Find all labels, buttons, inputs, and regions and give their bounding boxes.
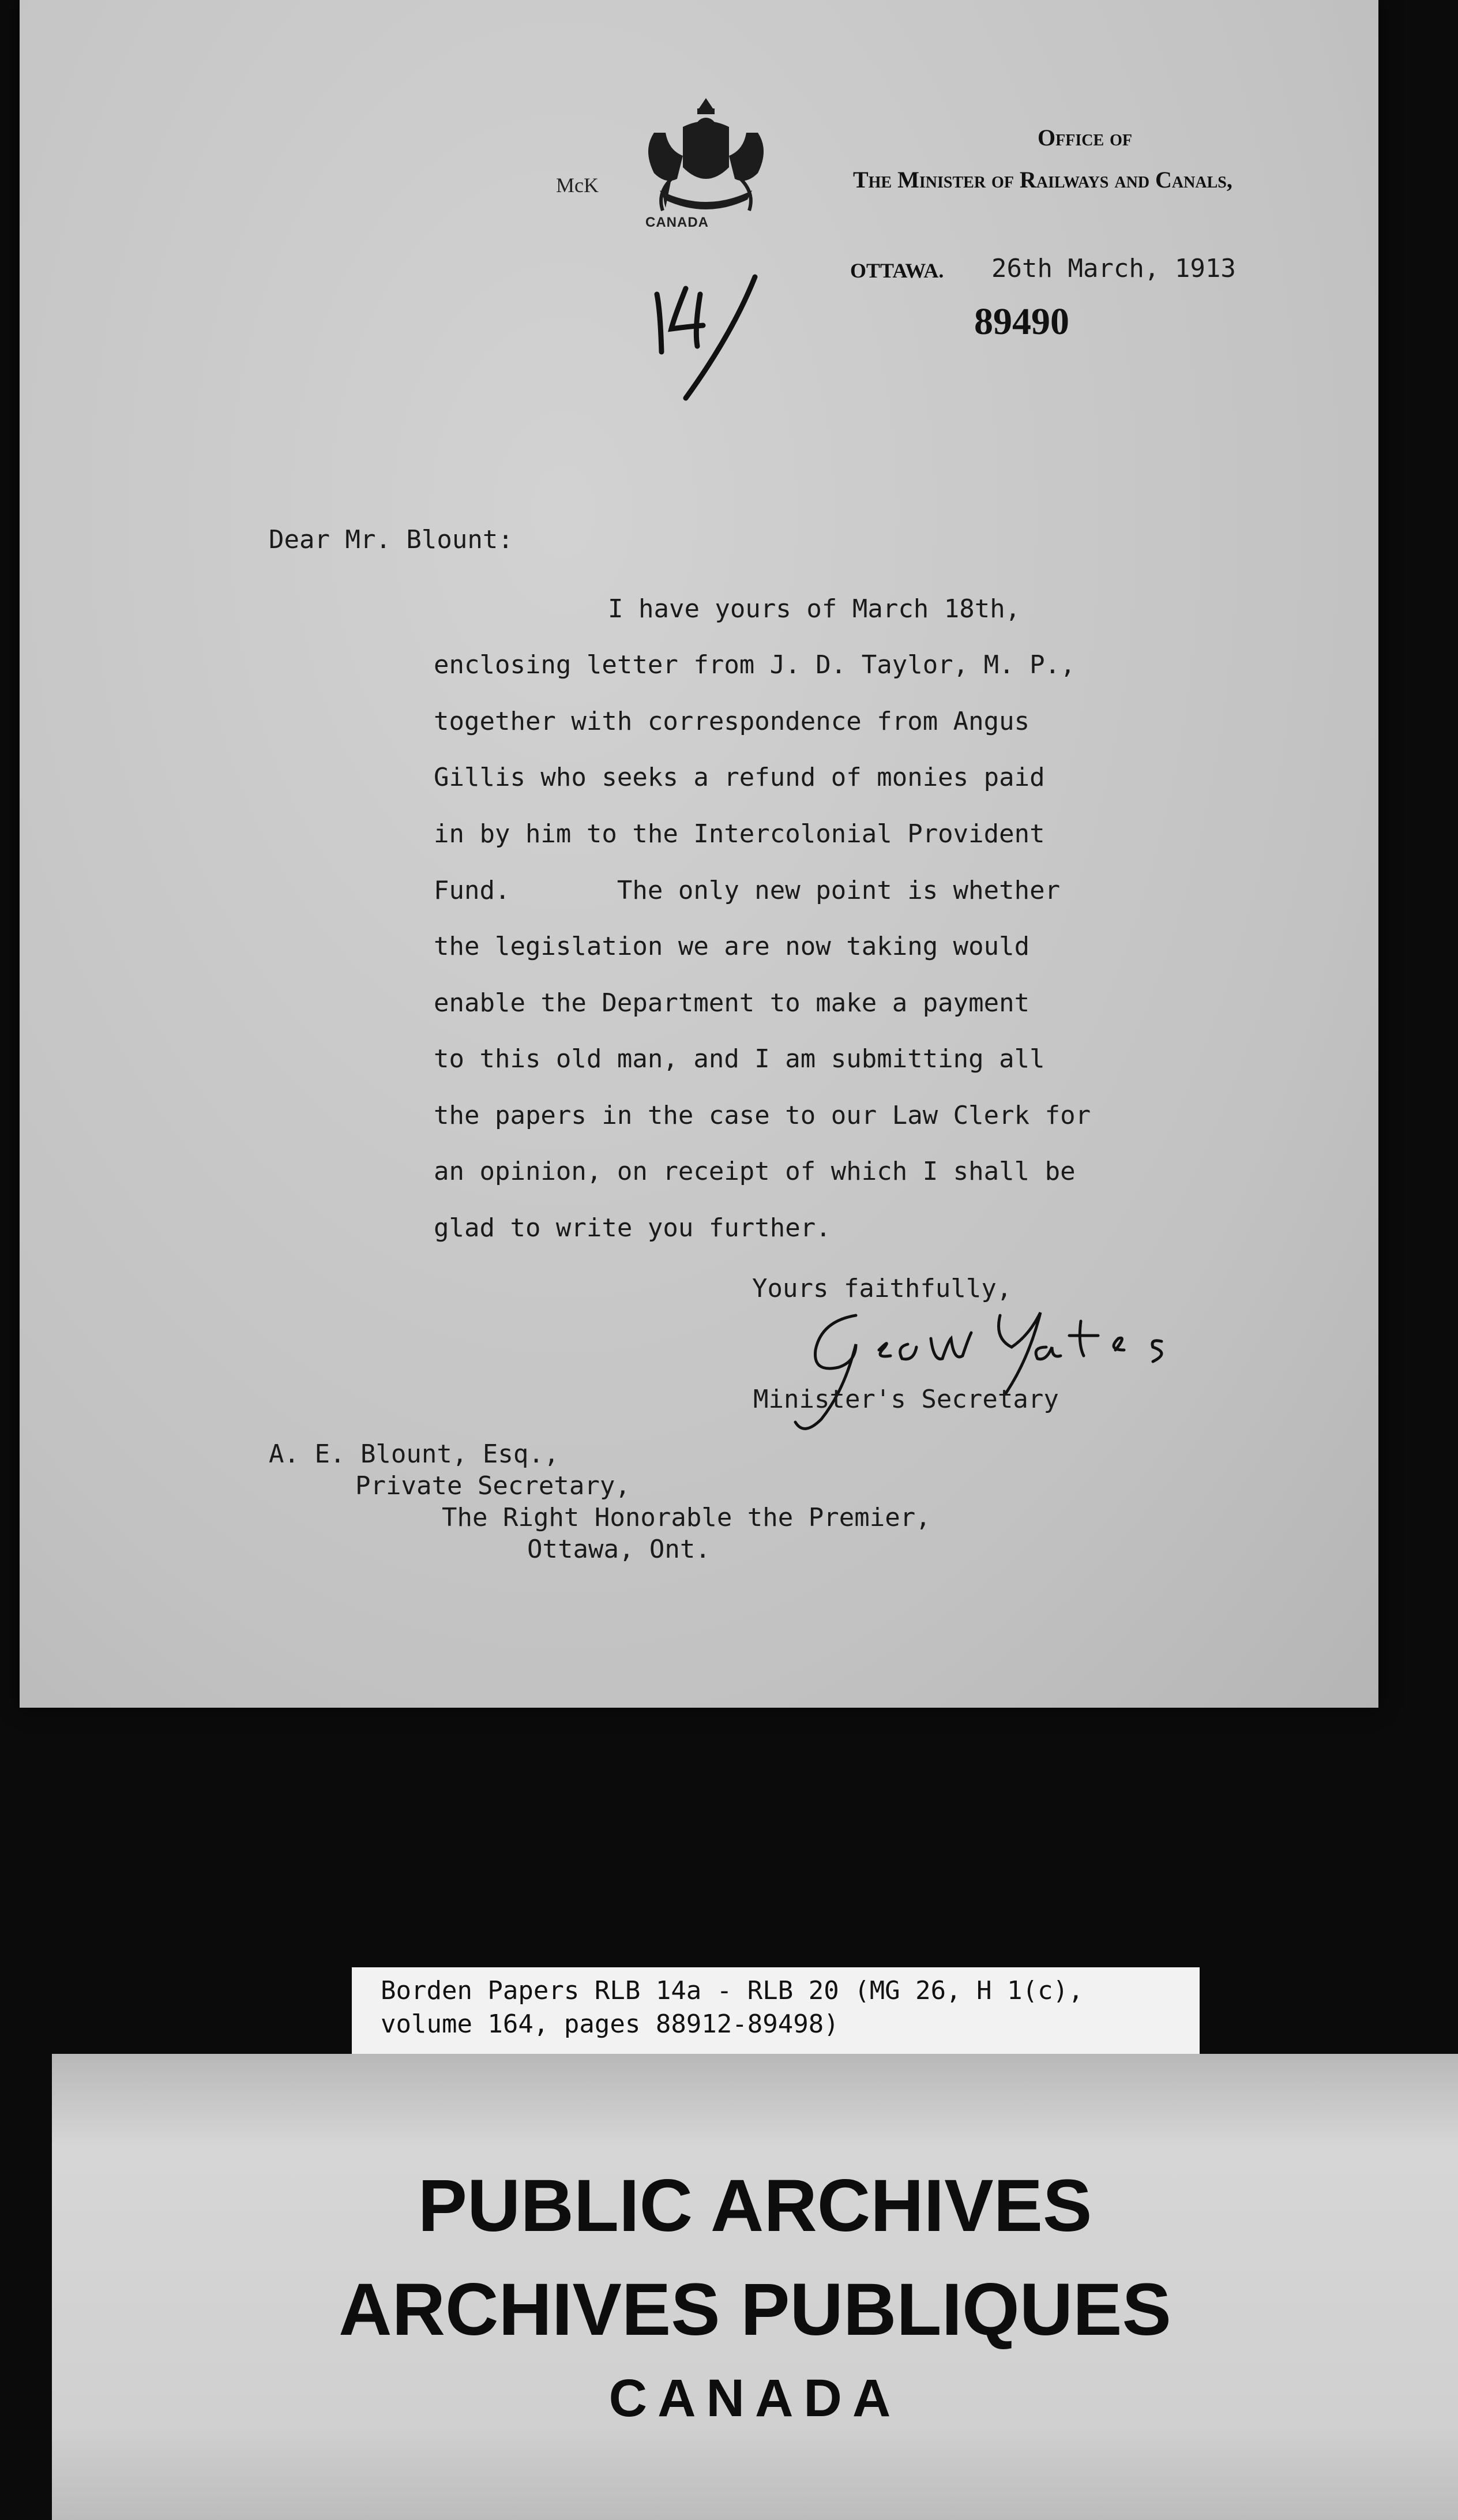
stamp-line-1: PUBLIC ARCHIVES [418,2165,1092,2247]
body-line: to this old man, and I am submitting all [434,1044,1045,1074]
archive-stamp [52,2054,1458,2520]
body-line: I have yours of March 18th, [608,594,1021,624]
letter-date: 26th March, 1913 [991,254,1236,283]
body-line: the papers in the case to our Law Clerk for [434,1101,1091,1130]
body-line: the legislation we are now taking would [434,932,1030,961]
body-line: Gillis who seeks a refund of monies paid [434,763,1045,792]
stamp-line-3: CANADA [608,2369,901,2428]
city: OTTAWA. [850,259,944,282]
initials: McK [556,174,599,197]
reference-number: 89490 [974,301,1069,343]
signer-title: Minister's Secretary [753,1385,1059,1414]
address-line: Private Secretary, [355,1471,630,1501]
crest-caption: CANADA [645,215,709,230]
handwritten-mark-14 [645,271,766,404]
archive-label-line-2: volume 164, pages 88912-89498) [381,2009,839,2039]
salutation: Dear Mr. Blount: [269,525,513,554]
office-line-1: Office of [1038,125,1132,151]
body-line: in by him to the Intercolonial Provident [434,819,1045,849]
archive-reference-label [352,1967,1200,2054]
body-line: enclosing letter from J. D. Taylor, M. P., [434,650,1076,680]
stamp-line-2: ARCHIVES PUBLIQUES [339,2268,1171,2351]
letter-page [20,0,1378,1708]
office-line-2: The Minister of Railways and Canals, [853,167,1232,193]
body-line: together with correspondence from Angus [434,707,1030,736]
address-line: Ottawa, Ont. [527,1535,711,1564]
address-line: The Right Honorable the Premier, [442,1503,931,1532]
body-line: glad to write you further. [434,1213,831,1243]
archive-label-line-1: Borden Papers RLB 14a - RLB 20 (MG 26, H 1(c), [381,1976,1084,2005]
body-line: Fund. The only new point is whether [434,876,1061,905]
closing: Yours faithfully, [752,1274,1012,1303]
body-line: enable the Department to make a payment [434,988,1030,1018]
body-line: an opinion, on receipt of which I shall be [434,1157,1076,1186]
address-line: A. E. Blount, Esq., [269,1439,559,1469]
